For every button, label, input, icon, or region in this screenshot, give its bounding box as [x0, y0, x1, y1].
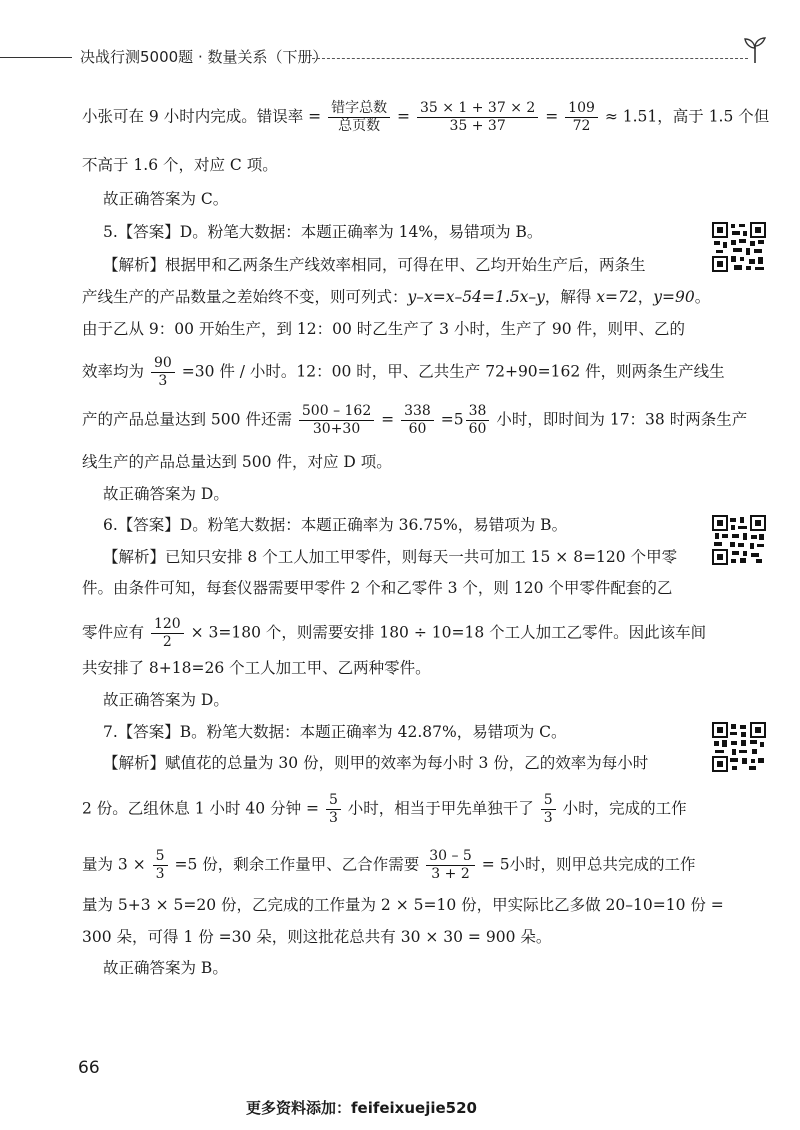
equation: y–x=x–54=1.5x–y: [407, 288, 545, 306]
fraction-numerator: 错字总数: [328, 100, 390, 118]
text-line: [82, 616, 706, 651]
text-line: [82, 403, 747, 438]
text-line: 线生产的产品总量达到 500 件，对应 D 项。: [82, 453, 392, 471]
text-run: =30 件 / 小时。12：00 时，甲、乙共生产 72+90=162 件，则两条生产线生: [181, 362, 725, 381]
text-run: =: [397, 107, 411, 126]
text-run: = 5小时，则甲总共完成的工作: [481, 855, 696, 874]
fraction-numerator: 90: [151, 355, 175, 373]
header-rule-left: [0, 57, 72, 58]
equation: x=72: [596, 288, 638, 306]
fraction-denominator: 3: [328, 810, 338, 826]
text-line: 【解析】已知只安排 8 个工人加工甲零件，则每天一共可加工 15 × 8=120 个甲零: [103, 548, 678, 566]
fraction: [151, 355, 175, 390]
book-title: 决战行测5000题 · 数量关系（下册）: [80, 48, 328, 66]
text-run: 小时，完成的工作: [562, 799, 687, 818]
fraction-denominator: 60: [468, 421, 487, 437]
text-run: =5 份，剩余工作量甲、乙合作需要: [174, 855, 420, 874]
text-run: 小时，即时间为 17：38 时两条生产: [496, 410, 748, 429]
footer-contact: 更多资料添加：feifeixuejie520: [246, 1099, 477, 1117]
text-run: ≈ 1.51，高于 1.5 个但: [604, 107, 770, 126]
text-run: 零件应有: [82, 623, 145, 642]
text-line: [82, 848, 696, 883]
page-number: 66: [78, 1058, 100, 1078]
text-line: 【解析】根据甲和乙两条生产线效率相同，可得在甲、乙均开始生产后，两条生: [103, 256, 646, 274]
q5-answer-header: 5.【答案】D。粉笔大数据：本题正确率为 14%，易错项为 B。: [103, 223, 543, 241]
fraction-denominator: 35 + 37: [449, 118, 506, 134]
fraction-numerator: 120: [151, 616, 184, 634]
header-rule-right: [312, 58, 748, 59]
fraction: [153, 848, 168, 883]
text-run: 量为 3 ×: [82, 855, 146, 874]
text-run: ，解得: [544, 288, 597, 306]
qr-code-icon[interactable]: [712, 222, 766, 272]
text-run: 2 份。乙组休息 1 小时 40 分钟 =: [82, 799, 319, 818]
answer-conclusion: 故正确答案为 B。: [103, 959, 228, 977]
fraction-numerator: 109: [565, 100, 598, 118]
fraction: [299, 403, 374, 438]
fraction-numerator: 5: [153, 848, 168, 866]
fraction-denominator: 3: [158, 373, 168, 389]
text-run: 小时，相当于甲先单独干了: [347, 799, 534, 818]
fraction: [565, 100, 598, 135]
text-line: 由于乙从 9：00 开始生产，到 12：00 时乙生产了 3 小时，生产了 90 件，则甲、乙的: [82, 320, 686, 338]
fraction-numerator: 500 – 162: [299, 403, 374, 421]
text-line: 件。由条件可知，每套仪器需要甲零件 2 个和乙零件 3 个，则 120 个甲零件配套的乙: [82, 579, 673, 597]
text-line: [82, 287, 710, 307]
sprout-icon: [742, 36, 768, 64]
text-line: 量为 5+3 × 5=20 份，乙完成的工作量为 2 × 5=10 份，甲实际比乙多做 20–10=10 份 =: [82, 896, 724, 914]
fraction-denominator: 3: [543, 810, 553, 826]
fraction-denominator: 60: [408, 421, 427, 437]
fraction: [417, 100, 538, 135]
fraction-denominator: 3 + 2: [431, 866, 470, 882]
fraction: [466, 403, 490, 438]
text-line: [82, 100, 769, 135]
text-run: 产的产品总量达到 500 件还需: [82, 410, 292, 429]
fraction-denominator: 总页数: [338, 118, 381, 134]
text-run: 小张可在 9 小时内完成。错误率 =: [82, 107, 322, 126]
fraction-numerator: 5: [326, 792, 341, 810]
qr-code-icon[interactable]: [712, 722, 766, 772]
text-line: [82, 792, 687, 827]
q7-answer-header: 7.【答案】B。粉笔大数据：本题正确率为 42.87%，易错项为 C。: [103, 723, 567, 741]
qr-code-icon[interactable]: [712, 515, 766, 565]
fraction-numerator: 38: [466, 403, 490, 421]
fraction: [151, 616, 184, 651]
fraction: [401, 403, 434, 438]
page-header: [0, 0, 800, 80]
text-line: 300 朵，可得 1 份 =30 朵，则这批花总共有 30 × 30 = 900 朵。: [82, 928, 552, 946]
fraction-denominator: 72: [572, 118, 591, 134]
text-run: 效率均为: [82, 362, 145, 381]
equation: y=90: [653, 288, 695, 306]
fraction-numerator: 5: [541, 792, 556, 810]
fraction-numerator: 338: [401, 403, 434, 421]
fraction: [328, 100, 390, 135]
text-line: 共安排了 8+18=26 个工人加工甲、乙两种零件。: [82, 659, 431, 677]
text-run: 产线生产的产品数量之差始终不变，则可列式：: [82, 288, 408, 306]
text-run: =5: [440, 410, 464, 429]
fraction-denominator: 30+30: [312, 421, 361, 437]
text-run: ，: [637, 288, 654, 306]
fraction-numerator: 35 × 1 + 37 × 2: [417, 100, 538, 118]
text-line: 不高于 1.6 个，对应 C 项。: [82, 156, 278, 174]
fraction-numerator: 30 – 5: [426, 848, 475, 866]
answer-conclusion: 故正确答案为 D。: [103, 691, 229, 709]
fraction: [426, 848, 475, 883]
answer-conclusion: 故正确答案为 C。: [103, 190, 229, 208]
text-run: =: [545, 107, 559, 126]
fraction-denominator: 3: [155, 866, 165, 882]
fraction: [326, 792, 341, 827]
text-line: [82, 355, 725, 390]
answer-conclusion: 故正确答案为 D。: [103, 485, 229, 503]
text-run: 。: [694, 288, 711, 306]
fraction: [541, 792, 556, 827]
q6-answer-header: 6.【答案】D。粉笔大数据：本题正确率为 36.75%，易错项为 B。: [103, 516, 568, 534]
text-run: × 3=180 个，则需要安排 180 ÷ 10=18 个工人加工乙零件。因此该车间: [190, 623, 707, 642]
text-line: 【解析】赋值花的总量为 30 份，则甲的效率为每小时 3 份，乙的效率为每小时: [103, 754, 649, 772]
fraction-denominator: 2: [162, 634, 172, 650]
text-run: =: [381, 410, 395, 429]
